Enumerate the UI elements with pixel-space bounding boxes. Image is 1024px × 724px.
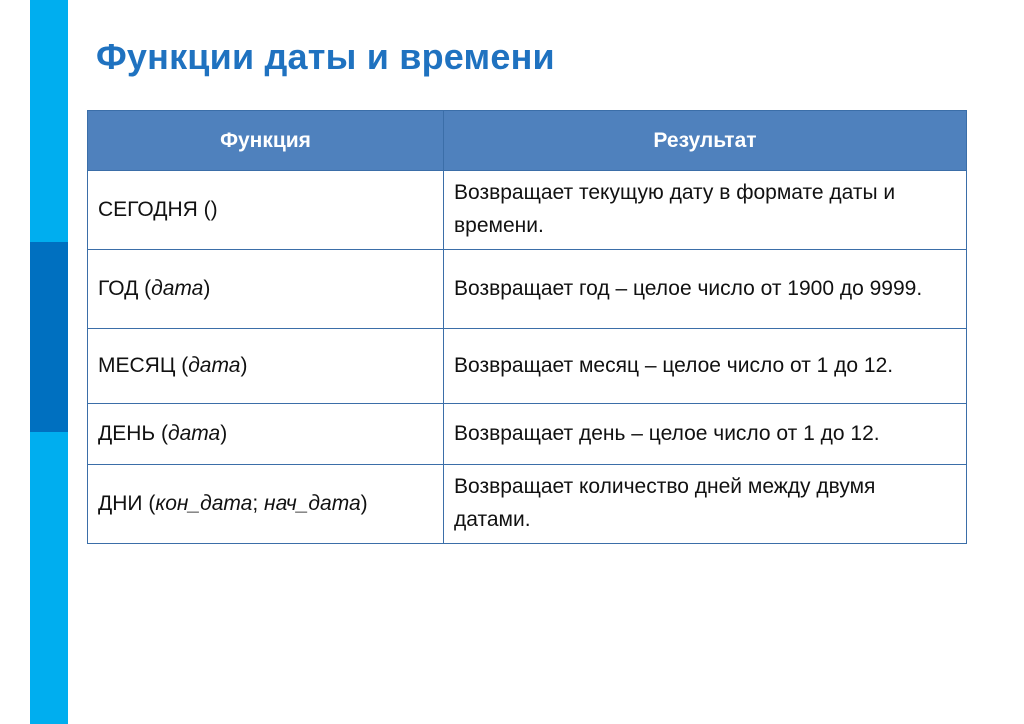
function-close-paren: ): [360, 491, 368, 515]
function-name: ДЕНЬ (: [98, 421, 169, 445]
function-close-paren: ): [203, 276, 211, 300]
table-row: [88, 404, 967, 465]
side-bar-decoration: [30, 0, 68, 724]
page-title: Функции даты и времени: [96, 36, 555, 77]
table-row: [88, 465, 967, 544]
function-arg: дата: [151, 276, 204, 300]
table-row: [88, 329, 967, 404]
function-arg: дата: [168, 421, 221, 445]
result-cell: Возвращает месяц – целое число от 1 до 12.: [444, 329, 967, 404]
function-close-paren: ): [220, 421, 228, 445]
function-cell: [88, 404, 444, 465]
table-header-row: [88, 111, 967, 171]
result-cell: Возвращает количество дней между двумя датами.: [444, 465, 967, 544]
result-cell: Возвращает текущую дату в формате даты и времени.: [444, 171, 967, 250]
function-close-paren: ): [240, 353, 248, 377]
header-function: Функция: [88, 111, 444, 171]
function-name: ГОД (: [98, 276, 152, 300]
function-name: СЕГОДНЯ (): [98, 197, 218, 221]
header-result: Результат: [444, 111, 967, 171]
function-cell: [88, 329, 444, 404]
function-name: МЕСЯЦ (: [98, 353, 189, 377]
result-cell: Возвращает день – целое число от 1 до 12.: [444, 404, 967, 465]
function-arg: кон_дата: [155, 491, 253, 515]
function-arg-2: нач_дата: [264, 491, 361, 515]
function-arg: дата: [188, 353, 241, 377]
result-cell: Возвращает год – целое число от 1900 до 9999.: [444, 250, 967, 329]
function-cell: [88, 171, 444, 250]
function-arg-separator: ;: [252, 491, 265, 515]
function-cell: [88, 250, 444, 329]
functions-table: [87, 110, 967, 544]
function-cell: [88, 465, 444, 544]
function-name: ДНИ (: [98, 491, 156, 515]
side-bar-accent: [30, 242, 68, 432]
table-row: [88, 250, 967, 329]
table-row: [88, 171, 967, 250]
